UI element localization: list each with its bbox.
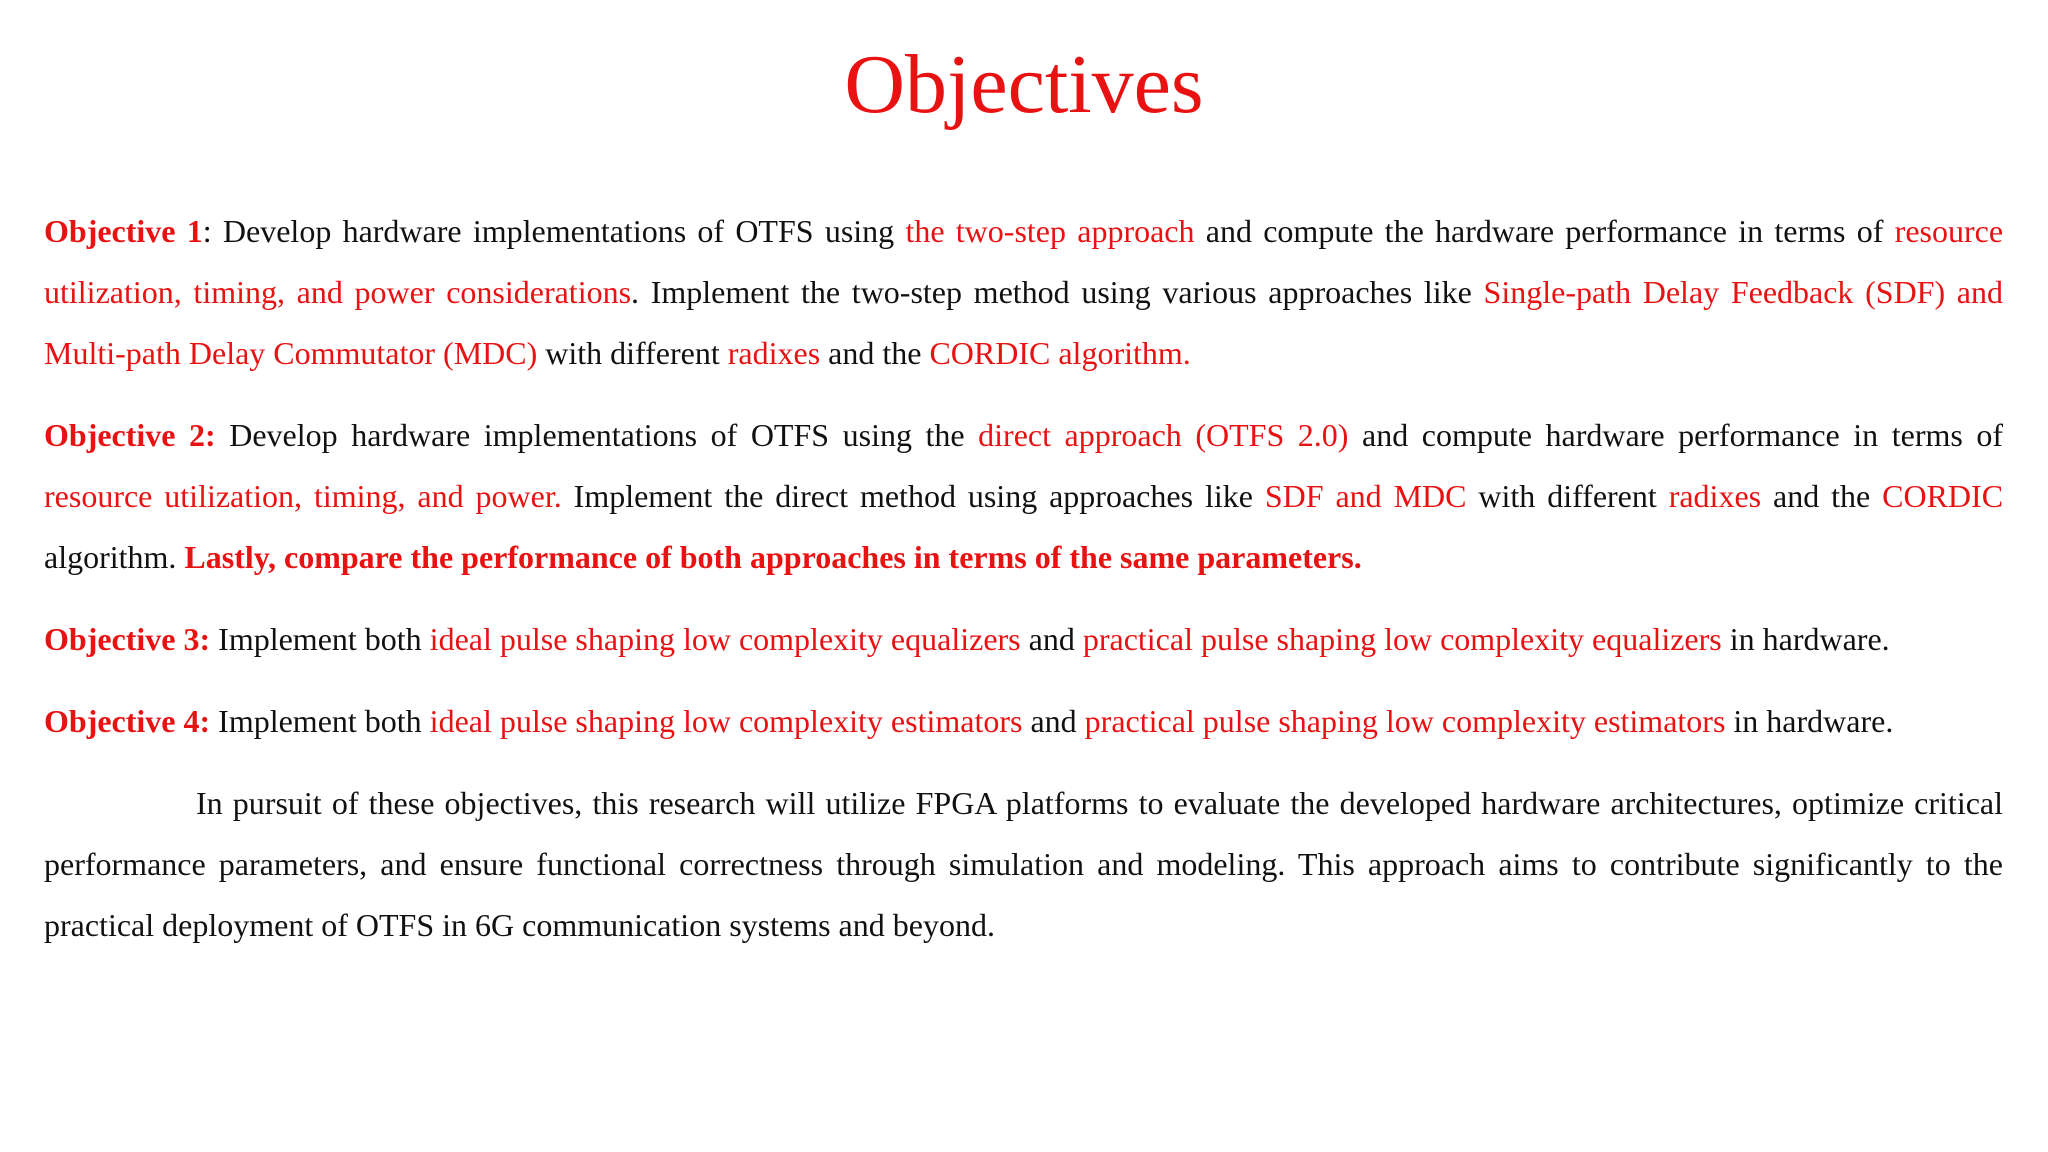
objective-2-label: Objective 2: xyxy=(44,417,216,453)
objective-2-text-6: algorithm. xyxy=(44,539,185,575)
objective-2-highlight-4: radixes xyxy=(1668,478,1762,514)
objective-1-highlight-5: CORDIC algorithm. xyxy=(929,335,1191,371)
objective-1-text-5: and the xyxy=(820,335,930,371)
objective-2-highlight-5: CORDIC xyxy=(1882,478,2004,514)
objective-1-highlight-3: Single-path Delay Feedback (SDF) and Multi-path Delay Commutator (MDC) xyxy=(44,274,2004,371)
objective-1-text-3: . Implement the two-step method using various approaches like xyxy=(631,274,1484,310)
objective-2-conclusion: Lastly, compare the performance of both approaches in terms of the same parameters. xyxy=(184,539,1362,575)
objective-2-highlight-1: direct approach (OTFS 2.0) xyxy=(978,417,1349,453)
objective-1-highlight-4: radixes xyxy=(727,335,821,371)
objective-2-highlight-2: resource utilization, timing, and power. xyxy=(44,478,562,514)
closing-paragraph: In pursuit of these objectives, this research will utilize FPGA platforms to evaluate the developed hardware architectures, optimize critical performance parameters, and ensure functional correctness through simulation and modeling. This approach aims to contribute significantly to the practical deployment of OTFS in 6G communication systems and beyond. xyxy=(44,785,2003,943)
paragraph-spacer xyxy=(44,588,2003,609)
objective-3-text-1: Implement both xyxy=(210,621,430,657)
objective-2-text-5: and the xyxy=(1761,478,1883,514)
slide-body xyxy=(44,201,2003,956)
objective-1-text-2: and compute the hardware performance in terms of xyxy=(1194,213,1895,249)
objective-3-highlight-2: practical pulse shaping low complexity equalizers xyxy=(1082,621,1722,657)
objective-4-highlight-2: practical pulse shaping low complexity estimators xyxy=(1084,703,1726,739)
objective-1-highlight-1: the two-step approach xyxy=(905,213,1195,249)
objective-2-text-4: with different xyxy=(1466,478,1669,514)
objective-4-text-3: in hardware. xyxy=(1725,703,1894,739)
objective-1-highlight-2: resource utilization, timing, and power considerations xyxy=(44,213,2004,310)
objective-2-paragraph xyxy=(44,405,2003,588)
objective-4-label: Objective 4: xyxy=(44,703,211,739)
objective-1-paragraph xyxy=(44,201,2003,384)
objective-4-text-1: Implement both xyxy=(210,703,430,739)
objective-2-text-2: and compute hardware performance in terms of xyxy=(1348,417,2004,453)
objective-2-text-1: Develop hardware implementations of OTFS using the xyxy=(215,417,979,453)
objective-4-paragraph xyxy=(44,691,2003,752)
paragraph-spacer xyxy=(44,670,2003,691)
objective-1-text-4: with different xyxy=(537,335,728,371)
objective-3-text-2: and xyxy=(1020,621,1083,657)
objective-4-highlight-1: ideal pulse shaping low complexity estimators xyxy=(429,703,1023,739)
objective-1-label: Objective 1 xyxy=(44,213,203,249)
objective-3-label: Objective 3: xyxy=(44,621,211,657)
objective-3-highlight-1: ideal pulse shaping low complexity equalizers xyxy=(429,621,1021,657)
paragraph-spacer xyxy=(44,752,2003,773)
slide-title: Objectives xyxy=(844,38,1204,131)
paragraph-spacer xyxy=(44,384,2003,405)
objective-3-paragraph xyxy=(44,609,2003,670)
objective-1-text-1: : Develop hardware implementations of OTFS using xyxy=(202,213,906,249)
objective-3-text-3: in hardware. xyxy=(1721,621,1890,657)
objective-2-highlight-3: SDF and MDC xyxy=(1264,478,1467,514)
objective-2-text-3: Implement the direct method using approaches like xyxy=(561,478,1265,514)
objective-4-text-2: and xyxy=(1022,703,1085,739)
